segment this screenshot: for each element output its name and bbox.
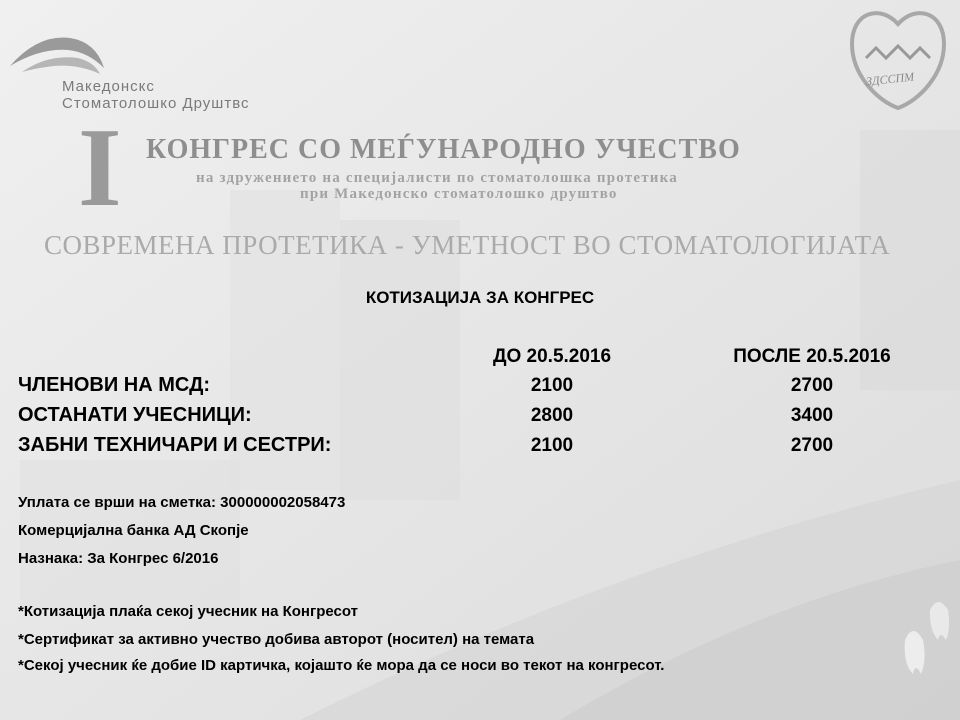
fee-other-before: 2800 [530,405,574,426]
column-header-before: ДО 20.5.2016 [492,346,612,367]
row-label-technicians-nurses: ЗАБНИ ТЕХНИЧАРИ И СЕСТРИ: [18,434,332,456]
society-logo-line1: Македонскс [62,78,155,95]
fee-members-before: 2100 [530,375,574,396]
fee-other-after: 3400 [790,405,834,426]
note-id-card: *Секој учесник ќе добие ID картичка, којашто ќе мора да се носи во текот на конгресот. [18,657,665,674]
note-certificate: *Сертификат за активно учество добива авторот (носител) на темата [18,631,535,648]
congress-roman-numeral: I [78,106,122,230]
congress-theme: СОВРЕМЕНА ПРОТЕТИКА - УМЕТНОСТ ВО СТОМАТОЛОГИЈАТА [44,230,891,260]
payment-reference: Назнака: За Конгрес 6/2016 [18,550,219,567]
note-fee-payment: *Котизација плаќа секој учесник на Конгресот [18,603,358,620]
fee-technicians-after: 2700 [790,435,834,456]
tooth-swoosh-logo [8,28,108,78]
column-header-after: ПОСЛЕ 20.5.2016 [733,346,891,367]
congress-subtitle-line1: на здружението на специјалисти по стоматолошка протетика [196,170,678,186]
congress-subtitle-line2: при Македонско стоматолошко друштво [300,186,618,202]
association-emblem-text: ЗДССПМ [865,69,915,89]
payment-account: Уплата се врши на сметка: 300000002058473 [18,494,346,511]
row-label-other-participants: ОСТАНАТИ УЧЕСНИЦИ: [18,404,252,426]
association-emblem-icon [846,4,950,114]
row-label-members: ЧЛЕНОВИ НА МСД: [18,374,210,396]
society-logo-line2: Стоматолошко Друштвс [62,95,250,112]
congress-title: КОНГРЕС СО МЕЃУНАРОДНО УЧЕСТВО [146,134,741,165]
fee-members-after: 2700 [790,375,834,396]
fee-technicians-before: 2100 [530,435,574,456]
payment-bank: Комерцијална банка АД Скопје [18,522,249,539]
fees-heading: КОТИЗАЦИЈА ЗА КОНГРЕС [365,288,595,307]
